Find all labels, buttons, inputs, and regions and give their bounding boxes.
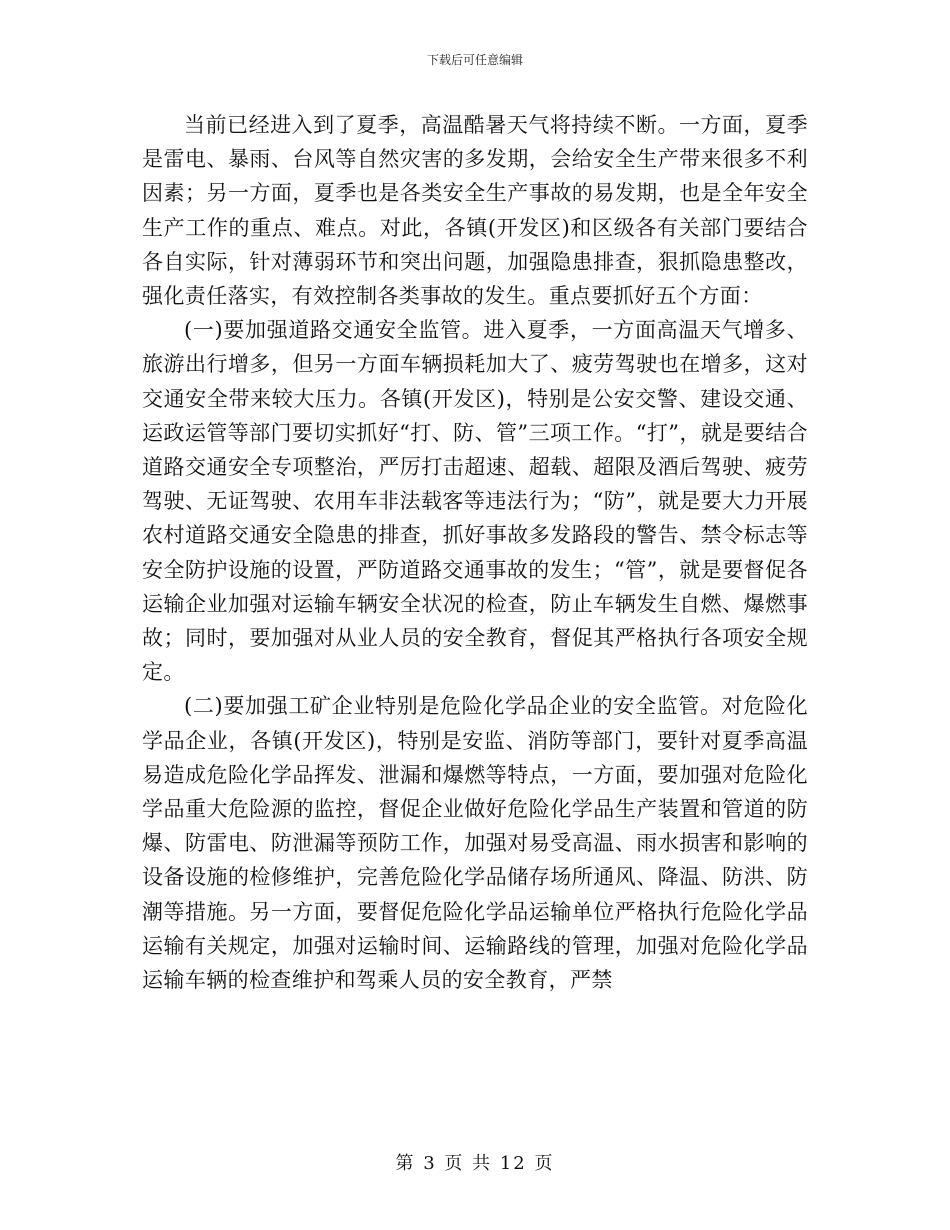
page-number: 第 3 页 共 12 页 bbox=[395, 1153, 555, 1174]
paragraph-hazardous-chemicals: (二)要加强工矿企业特别是危险化学品企业的安全监管。对危险化学品企业，各镇(开发区)，特别是安监、消防等部门，要针对夏季高温易造成危险化学品挥发、泄漏和爆燃等特点，一方面，要加强对危险化学品重大危险源的监控，督促企业做好危险化学品生产装置和管道的防爆、防雷电、防泄漏等预防工作，加强对易受高温、雨水损害和影响的设备设施的检修维护，完善危险化学品储存场所通风、降温、防洪、防潮等措施。另一方面，要督促危险化学品运输单位严格执行危险化学品运输有关规定，加强对运输时间、运输路线的管理，加强对危险化学品运输车辆的检查维护和驾乘人员的安全教育，严禁 bbox=[142, 694, 808, 993]
page-header-note: 下载后可任意编辑 bbox=[426, 53, 523, 67]
document-body bbox=[142, 108, 808, 997]
paragraph-road-traffic: (一)要加强道路交通安全监管。进入夏季，一方面高温天气增多、旅游出行增多，但另一方面车辆损耗加大了、疲劳驾驶也在增多，这对交通安全带来较大压力。各镇(开发区)，特别是公安交警、建设交通、运政运管等部门要切实抓好“打、防、管”三项工作。“打”，就是要结合道路交通安全专项整治，严厉打击超速、超载、超限及酒后驾驶、疲劳驾驶、无证驾驶、农用车非法载客等违法行为；“防”，就是要大力开展农村道路交通安全隐患的排查，抓好事故多发路段的警告、禁令标志等安全防护设施的设置，严防道路交通事故的发生；“管”，就是要督促各运输企业加强对运输车辆安全状况的检查，防止车辆发生自燃、爆燃事故；同时，要加强对从业人员的安全教育，督促其严格执行各项安全规定。 bbox=[142, 318, 808, 685]
paragraph-intro: 当前已经进入到了夏季，高温酷暑天气将持续不断。一方面，夏季是雷电、暴雨、台风等自然灾害的多发期，会给安全生产带来很多不利因素；另一方面，夏季也是各类安全生产事故的易发期，也是全年安全生产工作的重点、难点。对此，各镇(开发区)和区级各有关部门要结合各自实际，针对薄弱环节和突出问题，加强隐患排查，狠抓隐患整改，强化责任落实，有效控制各类事故的发生。重点要抓好五个方面： bbox=[142, 113, 808, 309]
